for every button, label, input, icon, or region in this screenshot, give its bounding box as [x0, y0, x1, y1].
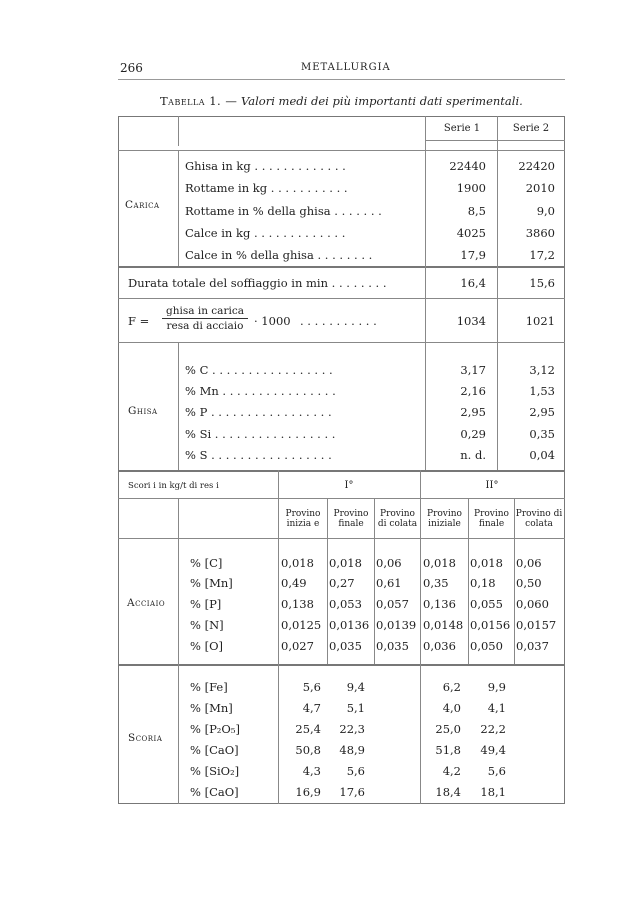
cell-value: 0,055: [470, 597, 503, 611]
col-header-I: I°: [344, 480, 354, 491]
cell-value: 0,035: [376, 639, 409, 653]
cell-value: 5,6: [487, 764, 506, 778]
caption-title: Valori medi dei più importanti dati sperimentali.: [241, 94, 523, 108]
cell-value: 0,027: [281, 639, 314, 653]
cell-serie2: 3,12: [529, 363, 555, 377]
provino-header: Provino di colata: [377, 509, 418, 529]
group-scoria: Scoria: [128, 732, 163, 744]
cell-value: 0,018: [329, 556, 362, 570]
row-label: % [SiO₂]: [190, 764, 240, 778]
rule: [178, 116, 179, 146]
cell-serie1: 22440: [449, 159, 486, 173]
cell-value: 22,2: [480, 722, 506, 736]
formula-numerator: ghisa in carica: [166, 305, 244, 317]
col-header-II: II°: [485, 480, 499, 491]
cell-value: 0,0136: [329, 618, 370, 632]
cell-value: 0,0148: [423, 618, 464, 632]
cell-value: 0,057: [376, 597, 409, 611]
running-title: METALLURGIA: [301, 62, 391, 73]
cell-value: 5,6: [346, 764, 365, 778]
rule: [425, 116, 426, 470]
cell-serie2: 1,53: [529, 384, 555, 398]
cell-value: 0,27: [329, 576, 355, 590]
cell-value: 0,0157: [516, 618, 557, 632]
cell-value: 9,4: [346, 680, 365, 694]
provino-header: Provino inizia e: [285, 509, 321, 529]
formula-denominator: resa di acciaio: [166, 320, 244, 332]
table-caption: [160, 94, 523, 108]
cell-value: 0,61: [376, 576, 402, 590]
rule: [118, 470, 565, 472]
cell-value: 0,018: [423, 556, 456, 570]
cell-value: 51,8: [435, 743, 461, 757]
cell-value: 0,136: [423, 597, 456, 611]
cell-value: 4,2: [442, 764, 461, 778]
row-label: Rottame in kg . . . . . . . . . . .: [185, 181, 348, 195]
cell-serie2: 9,0: [536, 204, 555, 218]
cell-serie2: 17,2: [529, 248, 555, 262]
cell-value: 0,0139: [376, 618, 417, 632]
row-label: % S . . . . . . . . . . . . . . . . .: [185, 448, 332, 462]
group-carica: Carica: [125, 199, 160, 211]
row-label: % Mn . . . . . . . . . . . . . . . .: [185, 384, 336, 398]
cell-value: 0,037: [516, 639, 549, 653]
row-label: % [P]: [190, 597, 222, 611]
cell-value: 50,8: [295, 743, 321, 757]
row-label: % [C]: [190, 556, 223, 570]
cell-value: 49,4: [480, 743, 506, 757]
cell-serie1: 3,17: [460, 363, 486, 377]
page-number: 266: [120, 61, 143, 75]
cell-value: 0,060: [516, 597, 549, 611]
cell-value: 48,9: [339, 743, 365, 757]
cell-value: 4,1: [487, 701, 506, 715]
cell-value: 0,50: [516, 576, 542, 590]
cell-value: 4,3: [302, 764, 321, 778]
group-acciaio: Acciaio: [127, 597, 166, 609]
row-label: % [Fe]: [190, 680, 228, 694]
durata-serie1: 16,4: [460, 276, 486, 290]
cell-serie1: 8,5: [467, 204, 486, 218]
durata-serie2: 15,6: [529, 276, 555, 290]
cell-value: 25,4: [295, 722, 321, 736]
row-label: % C . . . . . . . . . . . . . . . . .: [185, 363, 333, 377]
row-label: % [CaO]: [190, 743, 239, 757]
cell-serie1: n. d.: [460, 448, 486, 462]
cell-value: 0,036: [423, 639, 456, 653]
caption-lead: Tabella 1. —: [160, 94, 238, 108]
header-rule: [118, 79, 565, 80]
cell-value: 17,6: [339, 785, 365, 799]
cell-value: 0,06: [516, 556, 542, 570]
cell-serie1: 1900: [456, 181, 486, 195]
cell-value: 0,0156: [470, 618, 511, 632]
cell-value: 4,0: [442, 701, 461, 715]
provino-header: Provino di colata: [515, 509, 563, 529]
cell-value: 0,050: [470, 639, 503, 653]
cell-value: 0,35: [423, 576, 449, 590]
cell-value: 5,6: [302, 680, 321, 694]
row-label: % [O]: [190, 639, 223, 653]
rule: [178, 342, 179, 470]
scorie-label: Scori i in kg/t di res i: [128, 481, 219, 491]
rule: [118, 538, 565, 539]
row-label: % [P₂O₅]: [190, 722, 240, 736]
rule: [497, 116, 498, 470]
formula-lhs: F =: [128, 314, 150, 328]
row-label: Calce in % della ghisa . . . . . . . .: [185, 248, 373, 262]
cell-value: 0,138: [281, 597, 314, 611]
cell-serie2: 2010: [525, 181, 555, 195]
cell-value: 0,018: [470, 556, 503, 570]
formula-dots: . . . . . . . . . . .: [300, 314, 377, 328]
col-header-serie1: Serie 1: [443, 123, 481, 134]
cell-serie2: 2,95: [529, 405, 555, 419]
formula-fraction: [158, 305, 252, 332]
cell-value: 9,9: [487, 680, 506, 694]
row-label: % [Mn]: [190, 576, 233, 590]
cell-value: 5,1: [346, 701, 365, 715]
row-label: Calce in kg . . . . . . . . . . . . .: [185, 226, 346, 240]
row-label: % P . . . . . . . . . . . . . . . . .: [185, 405, 332, 419]
cell-serie2: 22420: [518, 159, 555, 173]
cell-value: 6,2: [442, 680, 461, 694]
cell-value: 0,06: [376, 556, 402, 570]
cell-value: 16,9: [295, 785, 321, 799]
rule: [425, 140, 565, 141]
rule: [118, 664, 565, 666]
rule: [178, 150, 179, 266]
formula-serie1: 1034: [456, 314, 486, 328]
rule: [178, 498, 179, 804]
cell-value: 18,4: [435, 785, 461, 799]
cell-serie1: 4025: [456, 226, 486, 240]
cell-value: 25,0: [435, 722, 461, 736]
cell-serie2: 0,35: [529, 427, 555, 441]
row-label: % Si . . . . . . . . . . . . . . . . .: [185, 427, 336, 441]
cell-value: 0,053: [329, 597, 362, 611]
col-header-serie2: Serie 2: [512, 123, 550, 134]
cell-value: 0,035: [329, 639, 362, 653]
cell-value: 18,1: [480, 785, 506, 799]
cell-value: 22,3: [339, 722, 365, 736]
cell-value: 4,7: [302, 701, 321, 715]
group-ghisa: Ghisa: [128, 405, 158, 417]
provino-header: Provino iniziale: [427, 509, 462, 529]
row-label: % [Mn]: [190, 701, 233, 715]
formula-factor: · 1000: [254, 314, 291, 328]
row-label: % [CaO]: [190, 785, 239, 799]
cell-serie2: 0,04: [529, 448, 555, 462]
rule: [118, 498, 565, 499]
cell-serie1: 0,29: [460, 427, 486, 441]
row-label: % [N]: [190, 618, 224, 632]
cell-serie2: 3860: [525, 226, 555, 240]
durata-label: Durata totale del soffiaggio in min . . . . . . . .: [128, 276, 387, 290]
cell-serie1: 2,16: [460, 384, 486, 398]
row-label: Rottame in % della ghisa . . . . . . .: [185, 204, 382, 218]
cell-value: 0,49: [281, 576, 307, 590]
cell-value: 0,0125: [281, 618, 322, 632]
cell-value: 0,18: [470, 576, 496, 590]
row-label: Ghisa in kg . . . . . . . . . . . . .: [185, 159, 346, 173]
cell-serie1: 2,95: [460, 405, 486, 419]
provino-header: Provino finale: [474, 509, 509, 529]
cell-value: 0,018: [281, 556, 314, 570]
cell-serie1: 17,9: [460, 248, 486, 262]
provino-header: Provino finale: [333, 509, 369, 529]
formula-serie2: 1021: [525, 314, 555, 328]
